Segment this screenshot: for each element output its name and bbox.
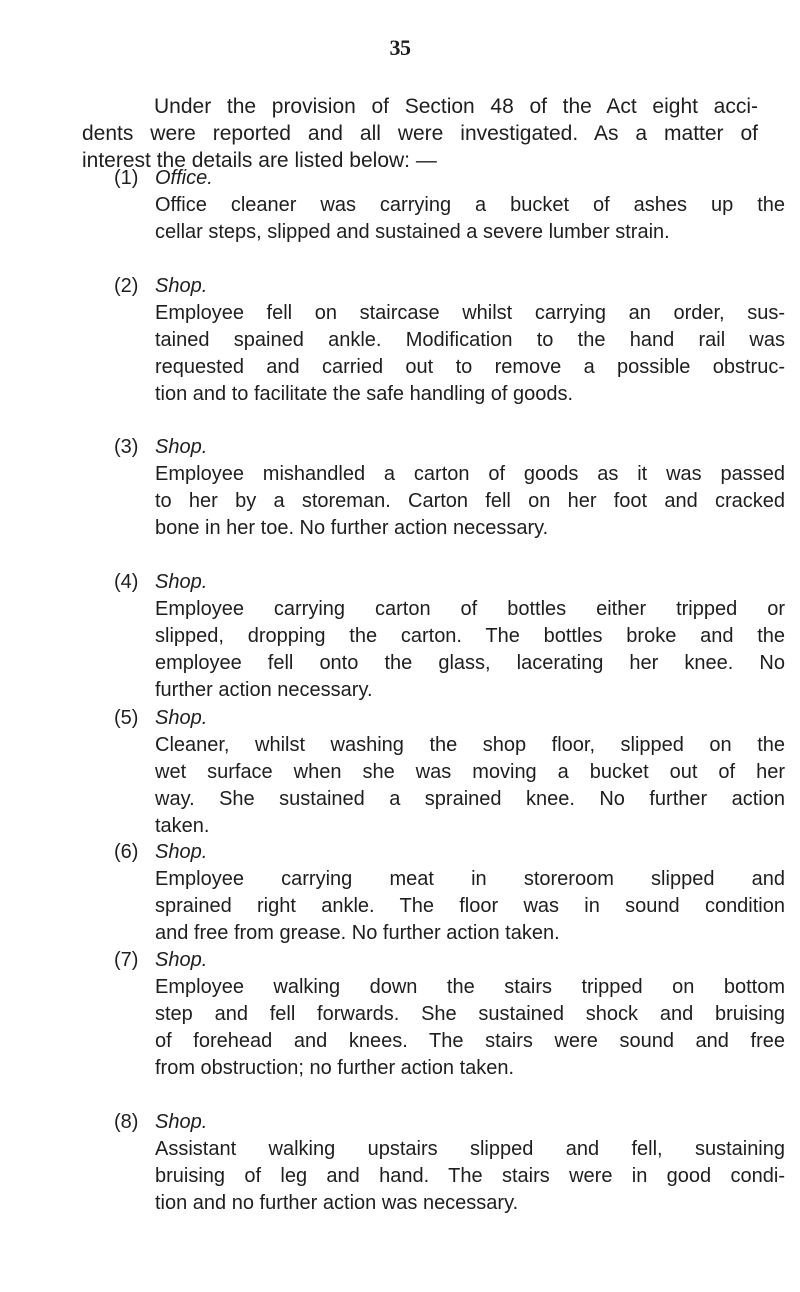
item-heading: Shop.: [155, 707, 208, 729]
item-heading: Office.: [155, 167, 213, 189]
item-line: of forehead and knees. The stairs were sound and free: [155, 1030, 785, 1052]
item-description: [155, 461, 785, 542]
intro-line: dents were reported and all were investigated. As a matter of: [82, 122, 758, 145]
item-line: to her by a storeman. Carton fell on her foot and cracked: [155, 490, 785, 512]
item-line: tion and no further action was necessary.: [155, 1192, 519, 1214]
item-line: Office cleaner was carrying a bucket of ashes up the: [155, 194, 785, 216]
item-line: Employee fell on staircase whilst carrying an order, sus-: [155, 302, 785, 324]
item-line: Assistant walking upstairs slipped and fell, sustaining: [155, 1138, 785, 1160]
item-line: tained spained ankle. Modification to the hand rail was: [155, 329, 785, 351]
item-line: bone in her toe. No further action necessary.: [155, 517, 549, 539]
intro-line: interest the details are listed below: —: [82, 149, 437, 172]
item-line: slipped, dropping the carton. The bottles broke and the: [155, 625, 785, 647]
item-line: sprained right ankle. The floor was in sound condition: [155, 895, 785, 917]
item-line: requested and carried out to remove a possible obstruc-: [155, 356, 785, 378]
item-number: (2): [114, 275, 139, 297]
item-number: (4): [114, 571, 139, 593]
item-line: Employee carrying meat in storeroom slipped and: [155, 868, 785, 890]
item-description: [155, 192, 785, 246]
item-number: (6): [114, 841, 139, 863]
item-line: from obstruction; no further action taken.: [155, 1057, 515, 1079]
item-line: taken.: [155, 815, 210, 837]
item-line: way. She sustained a sprained knee. No further action: [155, 788, 785, 810]
item-number: (8): [114, 1111, 139, 1133]
intro-line: Under the provision of Section 48 of the Act eight acci-: [154, 95, 758, 118]
item-description: [155, 1136, 785, 1217]
item-heading: Shop.: [155, 949, 208, 971]
item-line: Employee mishandled a carton of goods as it was passed: [155, 463, 785, 485]
item-line: Employee carrying carton of bottles either tripped or: [155, 598, 785, 620]
item-line: further action necessary.: [155, 679, 373, 701]
item-line: tion and to facilitate the safe handling of goods.: [155, 383, 574, 405]
intro-paragraph: [82, 93, 758, 174]
item-heading: Shop.: [155, 436, 208, 458]
item-number: (7): [114, 949, 139, 971]
item-line: wet surface when she was moving a bucket out of her: [155, 761, 785, 783]
item-heading: Shop.: [155, 1111, 208, 1133]
item-line: employee fell onto the glass, lacerating her knee. No: [155, 652, 785, 674]
item-line: Cleaner, whilst washing the shop floor, slipped on the: [155, 734, 785, 756]
item-heading: Shop.: [155, 275, 208, 297]
item-line: step and fell forwards. She sustained shock and bruising: [155, 1003, 785, 1025]
item-description: [155, 596, 785, 704]
item-line: and free from grease. No further action taken.: [155, 922, 560, 944]
item-line: bruising of leg and hand. The stairs were in good condi-: [155, 1165, 785, 1187]
page-number: 35: [389, 35, 411, 60]
item-line: cellar steps, slipped and sustained a severe lumber strain.: [155, 221, 670, 243]
item-description: [155, 732, 785, 840]
item-heading: Shop.: [155, 841, 208, 863]
item-number: (1): [114, 167, 139, 189]
item-description: [155, 866, 785, 947]
item-heading: Shop.: [155, 571, 208, 593]
item-number: (5): [114, 707, 139, 729]
item-description: [155, 300, 785, 408]
item-number: (3): [114, 436, 139, 458]
item-line: Employee walking down the stairs tripped on bottom: [155, 976, 785, 998]
item-description: [155, 974, 785, 1082]
